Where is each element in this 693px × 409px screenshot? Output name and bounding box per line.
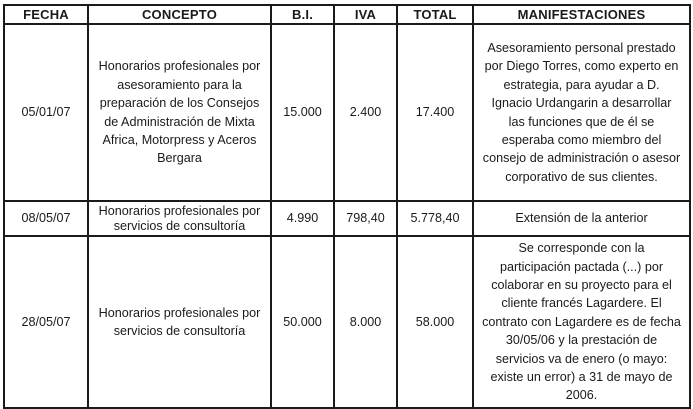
cell-fecha: 05/01/07 bbox=[4, 24, 88, 201]
cell-total: 17.400 bbox=[397, 24, 473, 201]
cell-bi: 50.000 bbox=[271, 236, 334, 408]
invoice-table bbox=[3, 4, 691, 409]
cell-concepto: Honorarios profesionales por servicios de consultoría bbox=[88, 201, 271, 236]
cell-fecha: 08/05/07 bbox=[4, 201, 88, 236]
cell-bi: 4.990 bbox=[271, 201, 334, 236]
cell-concepto: Honorarios profesionales por servicios de consultoría bbox=[88, 236, 271, 408]
cell-bi: 15.000 bbox=[271, 24, 334, 201]
cell-total: 5.778,40 bbox=[397, 201, 473, 236]
cell-manifestaciones: Asesoramiento personal prestado por Diego Torres, como experto en estrategia, para ayudar a D. Ignacio Urdangarin a desarrollar las funciones que de él se esperaba como miembro del consejo de administración o asesor corporativo de sus clientes. bbox=[473, 24, 690, 201]
header-fecha: FECHA bbox=[4, 5, 88, 24]
header-concepto: CONCEPTO bbox=[88, 5, 271, 24]
table-header-row bbox=[4, 5, 690, 24]
cell-iva: 798,40 bbox=[334, 201, 397, 236]
cell-concepto: Honorarios profesionales por asesoramiento para la preparación de los Consejos de Administración de Mixta Africa, Motorpress y Aceros Bergara bbox=[88, 24, 271, 201]
table-row bbox=[4, 236, 690, 408]
cell-iva: 8.000 bbox=[334, 236, 397, 408]
cell-iva: 2.400 bbox=[334, 24, 397, 201]
cell-fecha: 28/05/07 bbox=[4, 236, 88, 408]
header-bi: B.I. bbox=[271, 5, 334, 24]
table-row bbox=[4, 24, 690, 201]
header-total: TOTAL bbox=[397, 5, 473, 24]
table-row bbox=[4, 201, 690, 236]
cell-manifestaciones: Se corresponde con la participación pactada (...) por colaborar en su proyecto para el cliente francés Lagardere. El contrato con Lagardere es de fecha 30/05/06 y la prestación de servicios va de enero (o mayo: existe un error) a 31 de mayo de 2006. bbox=[473, 236, 690, 408]
cell-total: 58.000 bbox=[397, 236, 473, 408]
cell-manifestaciones: Extensión de la anterior bbox=[473, 201, 690, 236]
header-manifestaciones: MANIFESTACIONES bbox=[473, 5, 690, 24]
header-iva: IVA bbox=[334, 5, 397, 24]
